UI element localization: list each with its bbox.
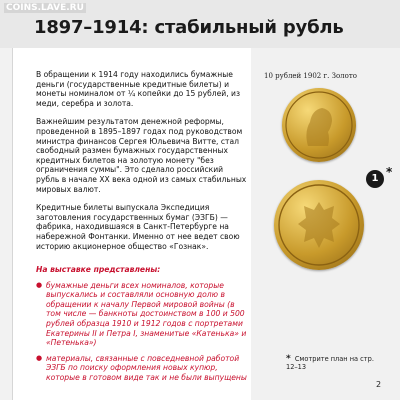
exhibit-item: ● бумажные деньги всех номиналов, которые выпускались и составляли основную долю в обращении к началу Первой мировой войны (в том числе — банкноты достоинством в 100 и 500 рублей образца 1910 и 1912 годов с портретами Екатерины II и Петра I, знаменитые «Катенька» и «Петенька») — [36, 281, 248, 348]
coin-obverse-image — [282, 88, 356, 162]
exhibit-item: ● материалы, связанные с повседневной работой ЭЗГБ по поиску оформления новых купюр, которые в готовом виде так и не были выпущены — [36, 354, 248, 383]
body-text — [36, 70, 248, 389]
coin-caption: 10 рублей 1902 г. Золото — [264, 72, 357, 80]
footnote — [286, 355, 376, 371]
left-margin-bar — [0, 48, 13, 400]
exhibit-heading: На выставке представлены: — [36, 265, 161, 275]
footnote-asterisk: * — [286, 354, 291, 364]
paragraph-1: В обращении к 1914 году находились бумажные деньги (государственные кредитные билеты) и монеты номиналом от ¼ копейки до 15 рублей, из меди, серебра и золота. — [36, 70, 241, 108]
footnote-text: Смотрите план на стр. 12–13 — [286, 355, 374, 371]
paragraph-2: Важнейшим результатом денежной реформы, проведенной в 1895–1897 годах под руководством министра финансов Сергея Юльевича Витте, стал свободный размен бумажных государственных кредитных билетов на золотую монету "без ограничения суммы". Это сделало российский рубль в начале XX века одной из самых стабильных мировых валют. — [36, 117, 247, 194]
paragraph-3: Кредитные билеты выпускала Экспедиция заготовления государственных бумаг (ЭЗГБ) — фабрика, находившаяся в Санкт-Петербурге на набережной Фонтанки. Именно от нее ведет свою историю акционерное общество «Гознак». — [36, 203, 240, 251]
double-eagle-icon — [274, 180, 364, 270]
asterisk-mark: * — [386, 165, 393, 179]
page-number: 2 — [376, 380, 382, 389]
coin-reverse-image — [274, 180, 364, 270]
portrait-icon — [282, 88, 356, 162]
page-title: 1897–1914: стабильный рубль — [34, 17, 344, 38]
watermark: COINS.LAVE.RU — [6, 3, 84, 13]
exhibit-number-badge: 1 — [366, 170, 384, 188]
